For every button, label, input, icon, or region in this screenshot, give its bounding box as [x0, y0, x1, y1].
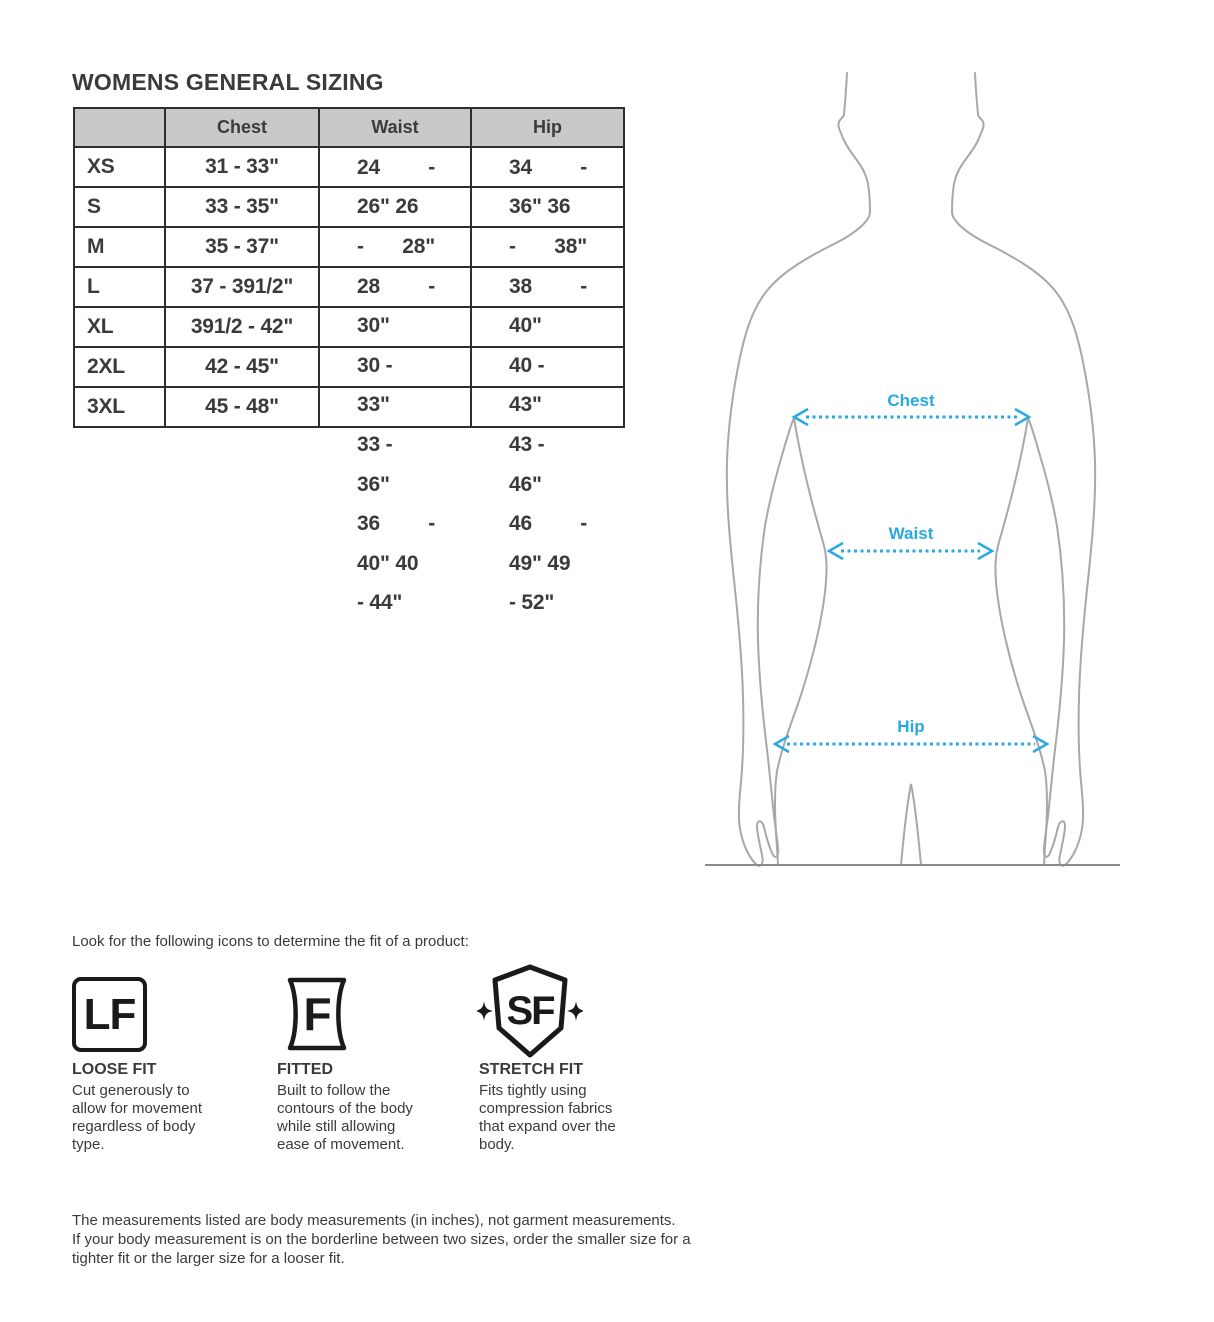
- measurement-note-line: tighter fit or the larger size for a looser fit.: [72, 1250, 345, 1267]
- header-hip: Hip: [471, 108, 624, 147]
- hip-value-line: 36" 36: [509, 195, 571, 219]
- waist-value-line: 36 -: [357, 512, 435, 536]
- chest-cell: 391/2 - 42": [165, 307, 319, 347]
- hip-value-line: 43 -: [509, 432, 545, 456]
- hip-measure-arrow: [775, 736, 1047, 752]
- hip-values-block: [509, 148, 587, 623]
- hip-value-line: 38 -: [509, 274, 587, 298]
- waist-value-line: - 28": [357, 234, 435, 258]
- stretch-fit-description: Fits tightly using compression fabrics that expand over the body.: [479, 1082, 616, 1153]
- waist-value-line: 26" 26: [357, 195, 419, 219]
- loose-fit-icon-letters: LF: [83, 989, 136, 1039]
- hip-value-line: 40 -: [509, 353, 545, 377]
- header-waist: Waist: [319, 108, 471, 147]
- legs-gap-outline: [901, 784, 921, 865]
- header-chest: Chest: [165, 108, 319, 147]
- fit-intro-text: Look for the following icons to determine the fit of a product:: [72, 933, 469, 950]
- table-header-row: [74, 108, 624, 147]
- fitted-icon: [275, 975, 359, 1053]
- size-cell: S: [74, 187, 165, 227]
- chest-cell: 33 - 35": [165, 187, 319, 227]
- body-outline-left: [727, 73, 870, 866]
- hip-value-line: 43": [509, 393, 542, 417]
- loose-fit-icon: [72, 977, 147, 1052]
- measurement-note-line: The measurements listed are body measurements (in inches), not garment measurements.: [72, 1212, 676, 1229]
- body-outline-figure: [700, 60, 1130, 875]
- size-cell: M: [74, 227, 165, 267]
- fitted-icon-letters: F: [303, 988, 331, 1040]
- waist-value-line: 33 -: [357, 432, 393, 456]
- waist-value-line: 30 -: [357, 353, 393, 377]
- stretch-fit-icon-letters: SF: [506, 988, 554, 1033]
- hip-value-line: 46": [509, 472, 542, 496]
- chest-cell: 42 - 45": [165, 347, 319, 387]
- hip-value-line: - 38": [509, 234, 587, 258]
- size-cell: XL: [74, 307, 165, 347]
- hip-value-line: 46 -: [509, 512, 587, 536]
- chest-cell: 37 - 391/2": [165, 267, 319, 307]
- loose-fit-label: LOOSE FIT: [72, 1061, 157, 1078]
- waist-values-block: [357, 148, 435, 623]
- chest-cell: 31 - 33": [165, 147, 319, 187]
- hip-value-line: 34 -: [509, 155, 587, 179]
- waist-value-line: - 44": [357, 591, 403, 615]
- measurement-note: [72, 1211, 691, 1268]
- chest-measure-arrow: [794, 409, 1029, 425]
- size-cell: 3XL: [74, 387, 165, 427]
- chest-cell: 35 - 37": [165, 227, 319, 267]
- size-cell: L: [74, 267, 165, 307]
- fitted-label: FITTED: [277, 1061, 333, 1078]
- waist-value-line: 40" 40: [357, 551, 419, 575]
- fitted-description: Built to follow the contours of the body while still allowing ease of movement.: [277, 1082, 413, 1153]
- waist-value-line: 33": [357, 393, 390, 417]
- page-title: WOMENS GENERAL SIZING: [72, 69, 384, 95]
- loose-fit-description: Cut generously to allow for movement regardless of body type.: [72, 1082, 203, 1153]
- waist-value-line: 36": [357, 472, 390, 496]
- waist-value-line: 24 -: [357, 155, 435, 179]
- size-cell: 2XL: [74, 347, 165, 387]
- hip-measure-label: Hip: [897, 717, 925, 736]
- hip-value-line: 49" 49: [509, 551, 571, 575]
- header-size: [74, 108, 165, 147]
- waist-value-line: 30": [357, 314, 390, 338]
- stretch-fit-label: STRETCH FIT: [479, 1061, 583, 1078]
- waist-measure-arrow: [829, 543, 992, 559]
- chest-cell: 45 - 48": [165, 387, 319, 427]
- waist-measure-label: Waist: [888, 524, 934, 543]
- stretch-fit-icon: [477, 964, 583, 1058]
- hip-value-line: 40": [509, 314, 542, 338]
- hip-value-line: - 52": [509, 591, 555, 615]
- waist-value-line: 28 -: [357, 274, 435, 298]
- size-cell: XS: [74, 147, 165, 187]
- chest-measure-label: Chest: [887, 391, 935, 410]
- body-outline-right: [952, 73, 1095, 866]
- measurement-note-line: If your body measurement is on the borderline between two sizes, order the smaller size for a: [72, 1231, 691, 1248]
